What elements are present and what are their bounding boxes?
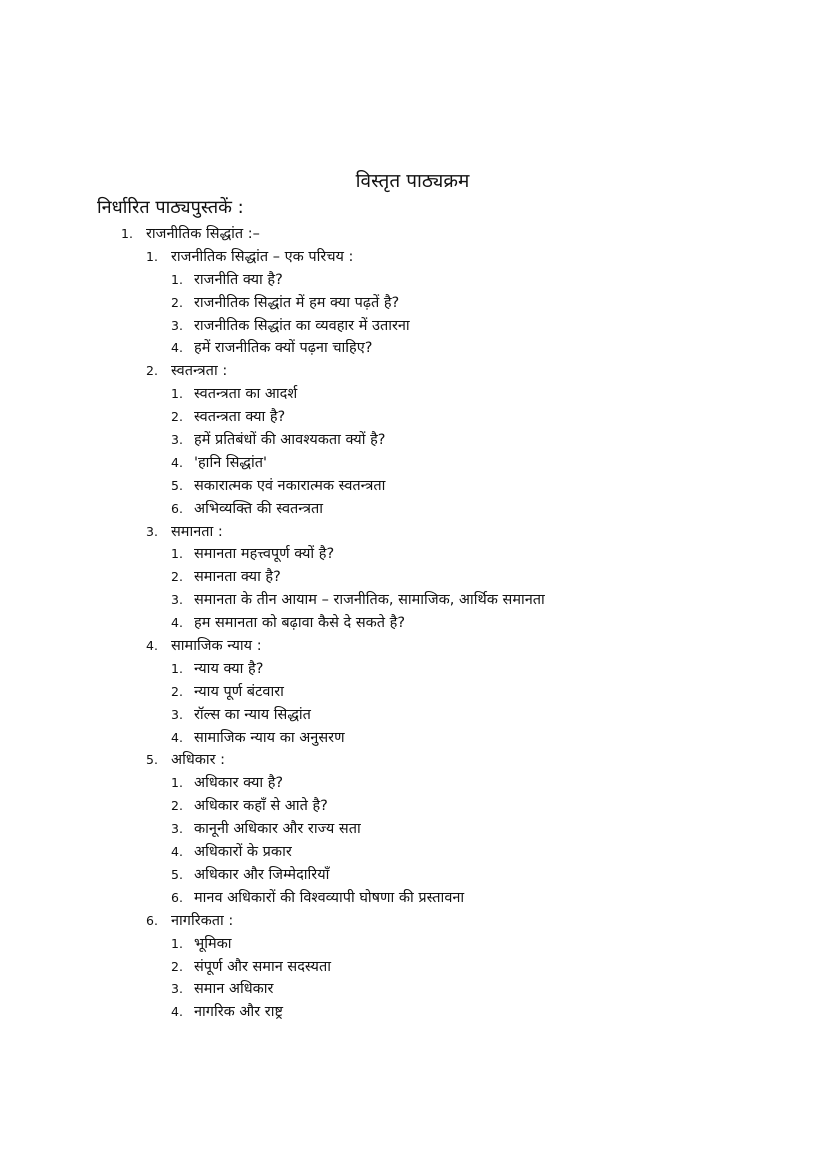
chapter-number: 6.: [146, 912, 158, 928]
book-title: राजनीतिक सिद्धांत :–: [146, 226, 260, 242]
topic-number: 4.: [171, 729, 183, 745]
chapter-title: सामाजिक न्याय :: [171, 638, 262, 655]
topic-text: राजनीति क्या है?: [194, 271, 283, 288]
topic-text: स्वतन्त्रता क्या है?: [194, 409, 286, 426]
topic-row: [0, 292, 827, 315]
topic-text: समानता महत्त्वपूर्ण क्यों है?: [194, 546, 335, 563]
topic-number: 4.: [171, 454, 183, 470]
topic-text: कानूनी अधिकार और राज्य सता: [194, 821, 361, 838]
page-title-text: विस्तृत पाठ्यक्रम: [355, 170, 470, 192]
topic-number: 2.: [171, 958, 183, 974]
topic-text: न्याय क्या है?: [194, 660, 264, 677]
topic-text: हमें प्रतिबंधों की आवश्यकता क्यों है?: [194, 432, 386, 449]
topic-number: 2.: [171, 409, 183, 425]
topic-row: [0, 315, 827, 338]
topic-text: भूमिका: [194, 935, 232, 952]
topic-text: हम समानता को बढ़ावा कैसे दे सकते है?: [194, 615, 406, 632]
chapter-number: 4.: [146, 638, 158, 654]
topic-row: [0, 956, 827, 979]
chapter-row: [0, 749, 827, 772]
chapter-title: नागरिकता :: [171, 912, 234, 929]
section-heading: निर्धारित पाठ्यपुस्तकें :: [97, 197, 244, 218]
topic-text: समान अधिकार: [194, 981, 274, 998]
topic-number: 3.: [171, 981, 183, 997]
topic-number: 1.: [171, 660, 183, 676]
topic-row: [0, 406, 827, 429]
topic-text: रॉल्स का न्याय सिद्धांत: [194, 706, 311, 723]
topic-text: समानता क्या है?: [194, 569, 281, 586]
topic-number: 4.: [171, 1004, 183, 1020]
chapter-number: 2.: [146, 363, 158, 379]
topic-text: 'हानि सिद्धांत': [194, 454, 268, 471]
topic-row: [0, 772, 827, 795]
topic-number: 3.: [171, 432, 183, 448]
topic-row: [0, 818, 827, 841]
syllabus-list: [0, 223, 827, 1024]
topic-text: अभिव्यक्ति की स्वतन्त्रता: [194, 500, 324, 517]
topic-number: 5.: [171, 477, 183, 493]
topic-text: अधिकारों के प्रकार: [194, 844, 292, 861]
topic-text: नागरिक और राष्ट्र: [194, 1004, 283, 1021]
topic-number: 4.: [171, 615, 183, 631]
topic-row: [0, 612, 827, 635]
topic-number: 1.: [171, 935, 183, 951]
chapter-title: स्वतन्त्रता :: [171, 363, 228, 380]
topic-text: सकारात्मक एवं नकारात्मक स्वतन्त्रता: [194, 477, 386, 494]
topic-row: [0, 841, 827, 864]
chapter-title: समानता :: [171, 523, 223, 540]
topic-row: [0, 589, 827, 612]
topic-row: [0, 452, 827, 475]
topic-number: 6.: [171, 500, 183, 516]
topic-number: 2.: [171, 798, 183, 814]
topic-row: [0, 681, 827, 704]
topic-row: [0, 933, 827, 956]
topic-row: [0, 864, 827, 887]
topic-row: [0, 383, 827, 406]
topic-text: स्वतन्त्रता का आदर्श: [194, 386, 298, 403]
topic-text: राजनीतिक सिद्धांत का व्यवहार में उतारना: [194, 317, 410, 334]
book-number: 1.: [121, 226, 133, 241]
topic-text: समानता के तीन आयाम – राजनीतिक, सामाजिक, आर्थिक समानता: [194, 592, 545, 609]
topic-text: अधिकार कहाँ से आते है?: [194, 798, 328, 815]
topic-row: [0, 566, 827, 589]
topic-number: 2.: [171, 683, 183, 699]
topic-row: [0, 978, 827, 1001]
topic-row: [0, 658, 827, 681]
topic-text: हमें राजनीतिक क्यों पढ़ना चाहिए?: [194, 340, 373, 357]
topic-row: [0, 1001, 827, 1024]
topic-number: 6.: [171, 889, 183, 905]
topic-text: सामाजिक न्याय का अनुसरण: [194, 729, 345, 746]
topic-number: 3.: [171, 317, 183, 333]
chapter-row: [0, 246, 827, 269]
topic-text: अधिकार और जिम्मेदारियाँ: [194, 866, 330, 883]
topic-row: [0, 727, 827, 750]
chapter-number: 1.: [146, 248, 158, 264]
topic-number: 3.: [171, 592, 183, 608]
topic-row: [0, 429, 827, 452]
topic-row: [0, 795, 827, 818]
topic-row: [0, 887, 827, 910]
chapter-title: राजनीतिक सिद्धांत – एक परिचय :: [171, 248, 354, 265]
topic-number: 2.: [171, 294, 183, 310]
chapter-row: [0, 521, 827, 544]
topic-text: न्याय पूर्ण बंटवारा: [194, 683, 284, 700]
topic-number: 3.: [171, 821, 183, 837]
topic-number: 1.: [171, 546, 183, 562]
topic-text: राजनीतिक सिद्धांत में हम क्या पढ़तें है?: [194, 294, 400, 311]
book-row: [0, 223, 827, 246]
topic-text: मानव अधिकारों की विश्वव्यापी घोषणा की प्रस्तावना: [194, 889, 465, 906]
topic-row: [0, 543, 827, 566]
topic-row: [0, 704, 827, 727]
chapter-row: [0, 360, 827, 383]
topic-number: 1.: [171, 775, 183, 791]
topic-row: [0, 337, 827, 360]
chapter-number: 5.: [146, 752, 158, 768]
topic-row: [0, 498, 827, 521]
chapter-row: [0, 910, 827, 933]
topic-number: 4.: [171, 844, 183, 860]
topic-row: [0, 475, 827, 498]
chapter-title: अधिकार :: [171, 752, 226, 769]
topic-row: [0, 269, 827, 292]
topic-text: अधिकार क्या है?: [194, 775, 284, 792]
topic-number: 5.: [171, 866, 183, 882]
topic-number: 3.: [171, 706, 183, 722]
page-title: [0, 168, 827, 194]
chapter-row: [0, 635, 827, 658]
topic-number: 4.: [171, 340, 183, 356]
topic-text: संपूर्ण और समान सदस्यता: [194, 958, 331, 975]
topic-number: 1.: [171, 271, 183, 287]
topic-number: 2.: [171, 569, 183, 585]
topic-number: 1.: [171, 386, 183, 402]
chapter-number: 3.: [146, 523, 158, 539]
